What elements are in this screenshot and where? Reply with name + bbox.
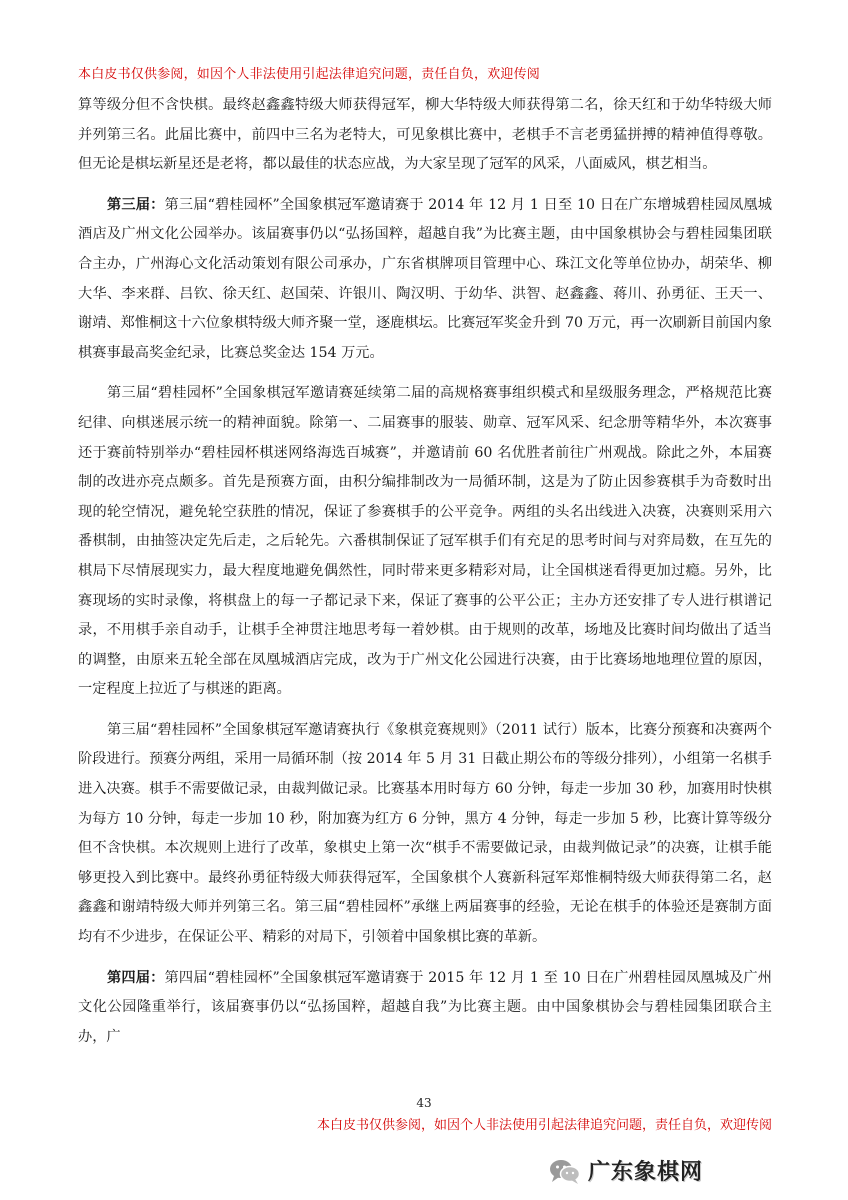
paragraph-second-edition-result: 算等级分但不含快棋。最终赵鑫鑫特级大师获得冠军，柳大华特级大师获得第二名，徐天红和于幼华特级大师并列第三名。此届比赛中，前四中三名为老特大，可见象棋比赛中，老棋手不言老勇猛拼搏的精神值得尊敬。但无论是棋坛新星还是老将，都以最佳的状态应战，为大家呈现了冠军的风采，八面威风，棋艺相当。 <box>78 97 772 173</box>
paragraph-text: 第三届“碧桂园杯”全国象棋冠军邀请赛于 2014 年 12 月 1 日至 10 日在广东增城碧桂园凤凰城酒店及广州文化公园举办。该届赛事仍以“弘扬国粹，超越自我”为比赛主题，由中国象棋协会与碧桂园集团联合主办，广州海心文化活动策划有限公司承办，广东省棋牌项目管理中心、珠江文化等单位协办，胡荣华、柳大华、李来群、吕钦、徐天红、赵国荣、许银川、陶汉明、于幼华、洪智、赵鑫鑫、蒋川、孙勇征、王天一、谢靖、郑惟桐这十六位象棋特级大师齐聚一堂，逐鹿棋坛。比赛冠军奖金升到 70 万元，再一次刷新目前国内象棋赛事最高奖金纪录，比赛总奖金达 154 万元。 <box>78 196 772 361</box>
section-lead-third: 第三届： <box>107 196 165 213</box>
wechat-icon <box>548 1157 582 1185</box>
document-body <box>78 91 772 1063</box>
footer-disclaimer: 本白皮书仅供参阅，如因个人非法使用引起法律追究问题，责任自负，欢迎传阅 <box>316 1118 772 1133</box>
section-lead-fourth: 第四届： <box>107 969 165 986</box>
paragraph-third-edition-rules: 第三届“碧桂园杯”全国象棋冠军邀请赛执行《象棋竞赛规则》（2011 试行）版本，比赛分预赛和决赛两个阶段进行。预赛分两组，采用一局循环制（按 2014 年 5 月 31 日截止期公布的等级分排列），小组第一名棋手进入决赛。棋手不需要做记录，由裁判做记录。比赛基本用时每方 60 分钟，每走一步加 30 秒，加赛用时快棋为每方 10 分钟，每走一步加 10 秒，附加赛为红方 6 分钟，黑方 4 分钟，每走一步加 5 秒，比赛计算等级分但不含快棋。本次规则上进行了改革，象棋史上第一次“棋手不需要做记录，由裁判做记录”的决赛，让棋手能够更投入到比赛中。最终孙勇征特级大师获得冠军，全国象棋个人赛新科冠军郑惟桐特级大师获得第二名，赵鑫鑫和谢靖特级大师并列第三名。第三届“碧桂园杯”承继上两届赛事的经验，无论在棋手的体验还是赛制方面均有不少进步，在保证公平、精彩的对局下，引领着中国象棋比赛的革新。 <box>78 721 772 946</box>
paragraph-third-edition-intro <box>78 191 772 369</box>
paragraph-third-edition-format: 第三届“碧桂园杯”全国象棋冠军邀请赛延续第二届的高规格赛事组织模式和星级服务理念，严格规范比赛纪律、向棋迷展示统一的精神面貌。除第一、二届赛事的服装、勋章、冠军风采、纪念册等精华外，本次赛事还于赛前特别举办“碧桂园杯棋迷网络海选百城赛”，并邀请前 60 名优胜者前往广州观战。除此之外，本届赛制的改进亦亮点颇多。首先是预赛方面，由积分编排制改为一局循环制，这是为了防止因参赛棋手为奇数时出现的轮空情况，避免轮空获胜的情况，保证了参赛棋手的公平竞争。两组的头名出线进入决赛，决赛则采用六番棋制，由抽签决定先后走，之后轮先。六番棋制保证了冠军棋手们有充足的思考时间与对弈局数，在互先的棋局下尽情展现实力，最大程度地避免偶然性，同时带来更多精彩对局，让全国棋迷看得更加过瘾。另外，比赛现场的实时录像，将棋盘上的每一子都记录下来，保证了赛事的公平公正；主办方还安排了专人进行棋谱记录，不用棋手亲自动手，让棋手全神贯注地思考每一着妙棋。由于规则的改革，场地及比赛时间均做出了适当的调整，由原来五轮全部在凤凰城酒店完成，改为于广州文化公园进行决赛，由于比赛场地地理位置的原因，一定程度上拉近了与棋迷的距离。 <box>78 385 772 698</box>
watermark-text: 广东象棋网 <box>588 1160 704 1185</box>
paragraph-fourth-edition-intro <box>78 964 772 1053</box>
page-number: 43 <box>416 1096 432 1110</box>
paragraph-text: 第四届“碧桂园杯”全国象棋冠军邀请赛于 2015 年 12 月 1 至 10 日在广州碧桂园凤凰城及广州文化公园隆重举行，该届赛事仍以“弘扬国粹，超越自我”为比赛主题。由中国象棋协会与碧桂园集团联合主办，广 <box>78 969 772 1045</box>
watermark <box>548 1155 703 1186</box>
header-disclaimer: 本白皮书仅供参阅，如因个人非法使用引起法律追究问题，责任自负，欢迎传阅 <box>78 67 541 82</box>
